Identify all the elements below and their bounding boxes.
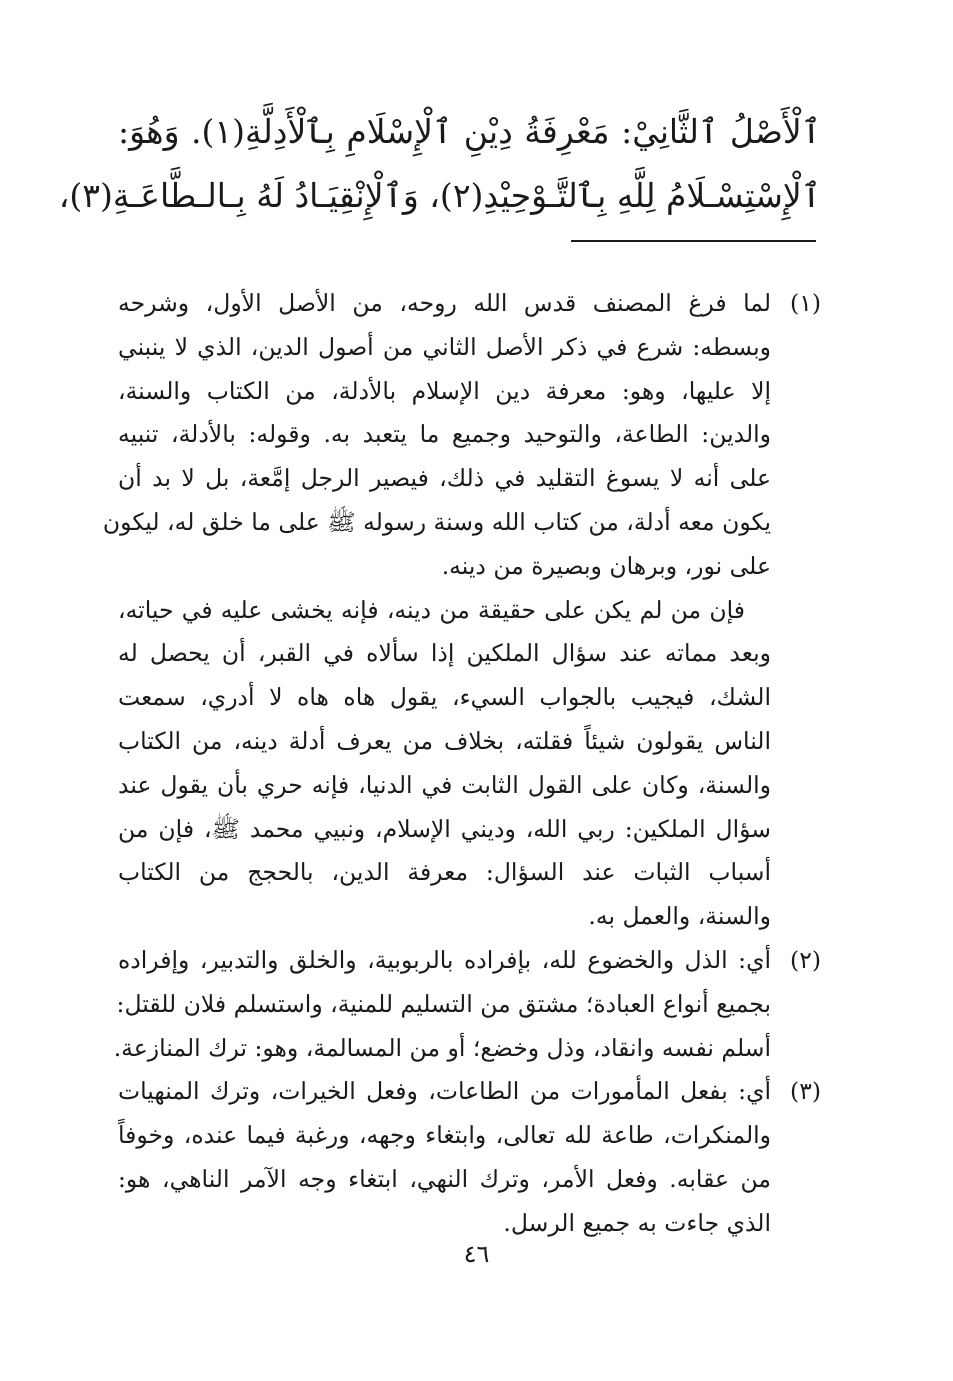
footnote-line: على أنه لا يسوغ التقليد في ذلك، فيصير الرجل إمَّعة، بل لا بد أن bbox=[118, 464, 771, 493]
footnote-line: أي: بفعل المأمورات من الطاعات، وفعل الخيرات، وترك المنهيات bbox=[118, 1077, 771, 1106]
footnote-line: فإن من لم يكن على حقيقة من دينه، فإنه يخشى عليه في حياته، bbox=[118, 595, 745, 624]
footnote-line: الناس يقولون شيئاً فقلته، بخلاف من يعرف أدلة دينه، من الكتاب bbox=[118, 726, 771, 755]
footnote-number: (٢) bbox=[790, 945, 821, 974]
footnote-line: الشك، فيجيب بالجواب السيء، يقول هاه هاه لا أدري، سمعت bbox=[118, 683, 771, 712]
footnote-line: والدين: الطاعة، والتوحيد وجميع ما يتعبد به. وقوله: بالأدلة، تنبيه bbox=[118, 420, 771, 449]
footnote-line: بجميع أنواع العبادة؛ مشتق من التسليم للمنية، واستسلم فلان للقتل: bbox=[116, 989, 771, 1018]
main-text-line: ٱلْإِسْتِسْـلَامُ لِلَّهِ بِٱلتَّـوْحِيْدِ(٢)، وَٱلْإِنْقِيَـادُ لَهُ بِـالـطَّاعَـةِ(٣)، bbox=[58, 176, 821, 215]
footnotes bbox=[102, 282, 821, 1246]
footnote-line: والسنة، والعمل به. bbox=[588, 902, 771, 931]
footnote-line: والمنكرات، طاعة لله تعالى، وابتغاء وجهه، ورغبة فيما عنده، وخوفاً bbox=[118, 1121, 771, 1150]
footnote-2 bbox=[113, 939, 821, 1070]
footnote-line: أي: الذل والخضوع لله، بإفراده بالربوبية، والخلق والتدبير، وإفراده bbox=[118, 945, 771, 974]
footnote-line: لما فرغ المصنف قدس الله روحه، من الأصل الأول، وشرحه bbox=[118, 289, 771, 317]
footnote-line: والسنة، وكان على القول الثابت في الدنيا، فإنه حري بأن يقول عند bbox=[118, 770, 771, 799]
footnote-line: الذي جاءت به جميع الرسل. bbox=[503, 1208, 771, 1237]
footnote-line: يكون معه أدلة، من كتاب الله وسنة رسوله ﷺ على ما خلق له، ليكون bbox=[102, 507, 771, 536]
main-text-line: ٱلْأَصْلُ ٱلثَّانِيْ: مَعْرِفَةُ دِيْنِ ٱلْإِسْلَامِ بِٱلْأَدِلَّةِ(١). وَهُوَ: bbox=[118, 112, 822, 151]
page-number: ٤٦ bbox=[463, 1240, 490, 1268]
footnote-line: أسلم نفسه وانقاد، وذل وخضع؛ أو من المسالمة، وهو: ترك المنازعة. bbox=[113, 1033, 771, 1062]
footnote-line: سؤال الملكين: ربي الله، وديني الإسلام، ونبيي محمد ﷺ، فإن من bbox=[118, 814, 771, 843]
footnote-1 bbox=[102, 282, 821, 939]
footnote-line: وبعد مماته عند سؤال الملكين إذا سألاه في القبر، أن يحصل له bbox=[118, 639, 771, 668]
footnote-number: (٣) bbox=[790, 1077, 821, 1106]
footnote-line: من عقابه. وفعل الأمر، وترك النهي، ابتغاء وجه الآمر الناهي، هو: bbox=[118, 1164, 771, 1193]
footnote-separator bbox=[571, 240, 816, 242]
footnote-line: وبسطه: شرع في ذكر الأصل الثاني من أصول الدين، الذي لا ينبني bbox=[118, 332, 771, 361]
footnote-line: على نور، وبرهان وبصيرة من دينه. bbox=[441, 551, 771, 580]
main-text bbox=[58, 100, 822, 228]
footnote-line: أسباب الثبات عند السؤال: معرفة الدين، بالحجج من الكتاب bbox=[118, 858, 771, 887]
footnote-number: (١) bbox=[790, 289, 821, 317]
footnote-3 bbox=[118, 1070, 821, 1245]
footnote-line: إلا عليها، وهو: معرفة دين الإسلام بالأدلة، من الكتاب والسنة، bbox=[118, 376, 771, 405]
